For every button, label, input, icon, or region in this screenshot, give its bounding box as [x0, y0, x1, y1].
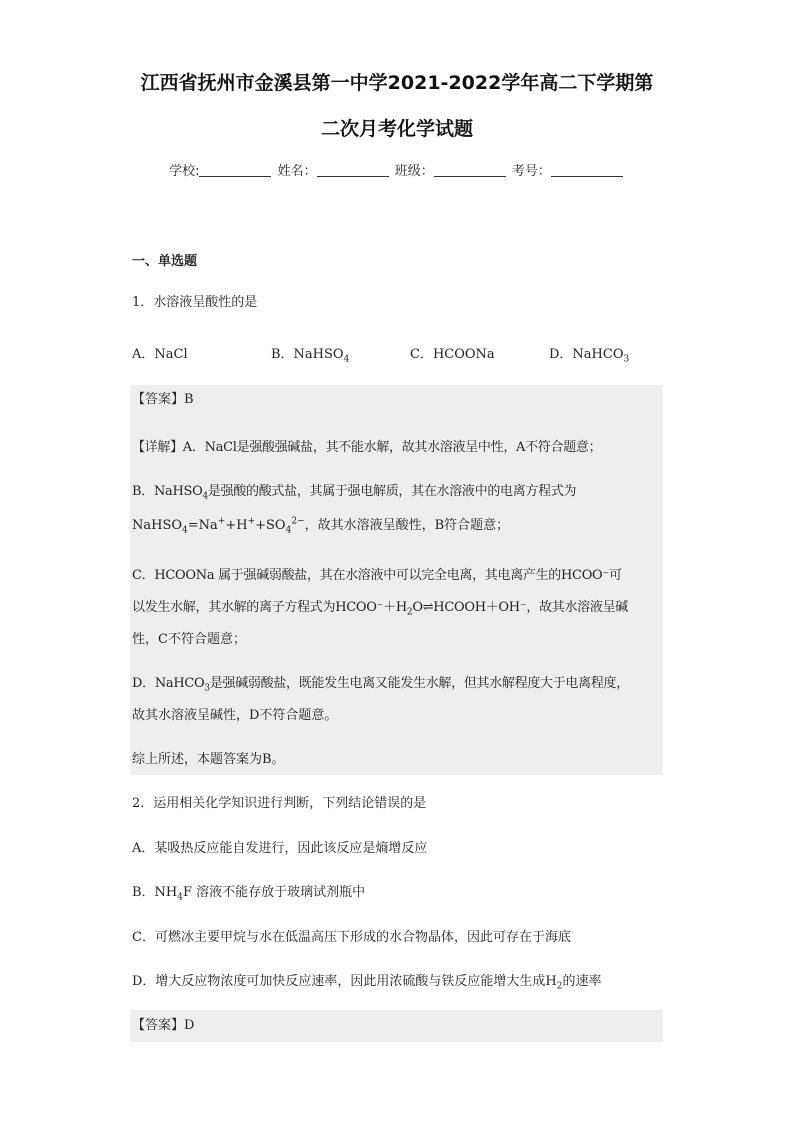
page-title-line-2: 二次月考化学试题 [320, 118, 473, 140]
q1-option-c: C．HCOONa [410, 347, 495, 362]
q1-answer: 【答案】B [132, 392, 194, 407]
section-heading: 一、单选题 [132, 254, 198, 269]
q1-option-b: B．NaHSO$_4$ [271, 347, 350, 365]
class-blank [434, 162, 506, 177]
q1-detail-b-line2: $NaHSO_4=Na^++H^++SO_4^{2-}$，故其水溶液呈酸性，B符合题意； [132, 516, 510, 536]
page-title-line-1: 江西省抚州市金溪县第一中学2021-2022学年高二下学期第 [140, 72, 654, 94]
q2-option-d: D．增大反应物浓度可加快反应速率，因此用浓硫酸与铁反应能增大生成$H_2$的速率 [132, 974, 602, 992]
q1-detail-b-line1: B．NaHSO$_4$是强酸的酸式盐，其属于强电解质，其在水溶液中的电离方程式为 [132, 484, 577, 502]
name-label: 姓名： [277, 164, 317, 179]
q1-detail-c-line1: C．HCOONa 属于强碱弱酸盐，其在水溶液中可以完全电离，其电离产生的HCOO⁻可 [132, 568, 622, 583]
number-blank [551, 162, 623, 177]
q1-detail-c-line3: 性，C不符合题意； [132, 632, 246, 647]
q2-answer: 【答案】D [132, 1018, 195, 1033]
q2-stem: 2．运用相关化学知识进行判断，下列结论错误的是 [132, 796, 427, 811]
q1-stem: 1．水溶液呈酸性的是 [132, 295, 258, 310]
q1-option-d: D．NaHCO$_3$ [549, 347, 630, 365]
q2-option-b: B．$NH_4F$ 溶液不能存放于玻璃试剂瓶中 [132, 885, 366, 903]
q1-detail-a: 【详解】A．NaCl是强酸强碱盐，其不能水解，故其水溶液呈中性，A不符合题意； [132, 440, 602, 455]
school-label: 学校: [169, 164, 200, 179]
student-info-row [0, 160, 794, 179]
q1-detail-d-line2: 故其水溶液呈碱性，D不符合题意。 [132, 708, 338, 723]
school-blank [199, 162, 271, 177]
q1-summary: 综上所述，本题答案为B。 [132, 752, 285, 767]
q2-option-c: C．可燃冰主要甲烷与水在低温高压下形成的水合物晶体，因此可存在于海底 [132, 930, 571, 945]
class-label: 班级： [394, 164, 434, 179]
q2-option-a: A．某吸热反应能自发进行，因此该反应是熵增反应 [132, 841, 428, 856]
q1-detail-c-line2: 以发生水解，其水解的离子方程式为$HCOO^-+H_2O\rightleftharpoons HCOOH+OH^-$，故其水溶液呈碱 [132, 600, 628, 618]
number-label: 考号： [511, 164, 551, 179]
q1-detail-d-line1: D．NaHCO$_3$是强碱弱酸盐，既能发生电离又能发生水解，但其水解程度大于电离程度， [132, 676, 629, 694]
q2-answer-box [130, 1010, 663, 1042]
q1-option-a: A．NaCl [132, 347, 188, 362]
name-blank [317, 162, 389, 177]
